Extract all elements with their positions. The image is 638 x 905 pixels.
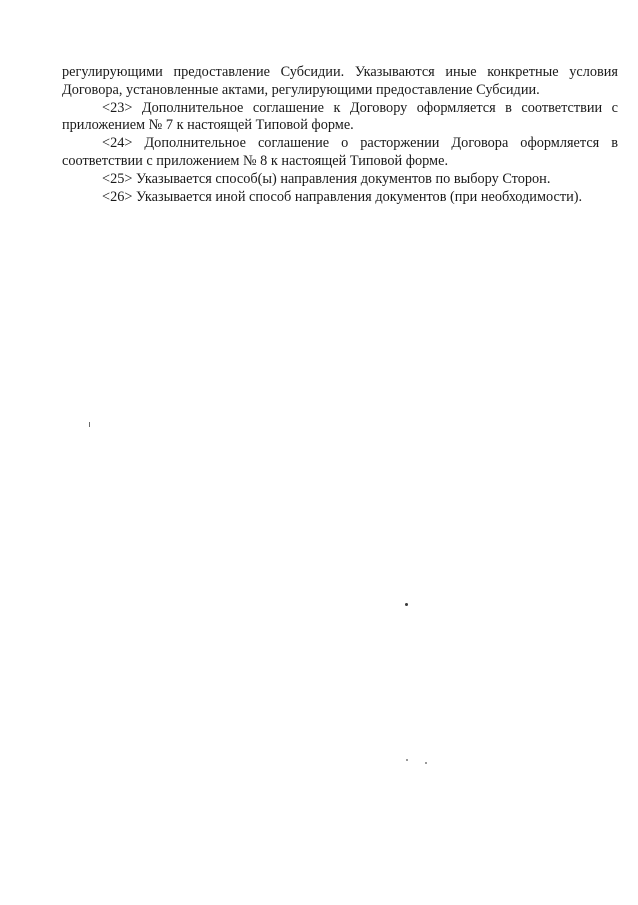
scan-mark bbox=[89, 422, 90, 427]
scan-speck bbox=[425, 762, 427, 764]
document-text bbox=[62, 64, 618, 206]
scan-speck bbox=[405, 603, 408, 606]
footnote-23: <23> Дополнительное соглашение к Договору оформляется в соответствии с приложением № 7 к настоящей Типовой форме. bbox=[62, 99, 618, 134]
scan-speck bbox=[406, 759, 408, 761]
footnote-25: <25> Указывается способ(ы) направления документов по выбору Сторон. bbox=[102, 170, 551, 187]
footnote-24: <24> Дополнительное соглашение о расторжении Договора оформляется в соответствии с приложением № 8 к настоящей Типовой форме. bbox=[62, 135, 618, 169]
paragraph-continuation: регулирующими предоставление Субсидии. Указываются иные конкретные условия Договора, установленные актами, регулирующими предоставление Субсидии. bbox=[62, 64, 618, 98]
footnote-26: <26> Указывается иной способ направления документов (при необходимости). bbox=[102, 188, 583, 205]
